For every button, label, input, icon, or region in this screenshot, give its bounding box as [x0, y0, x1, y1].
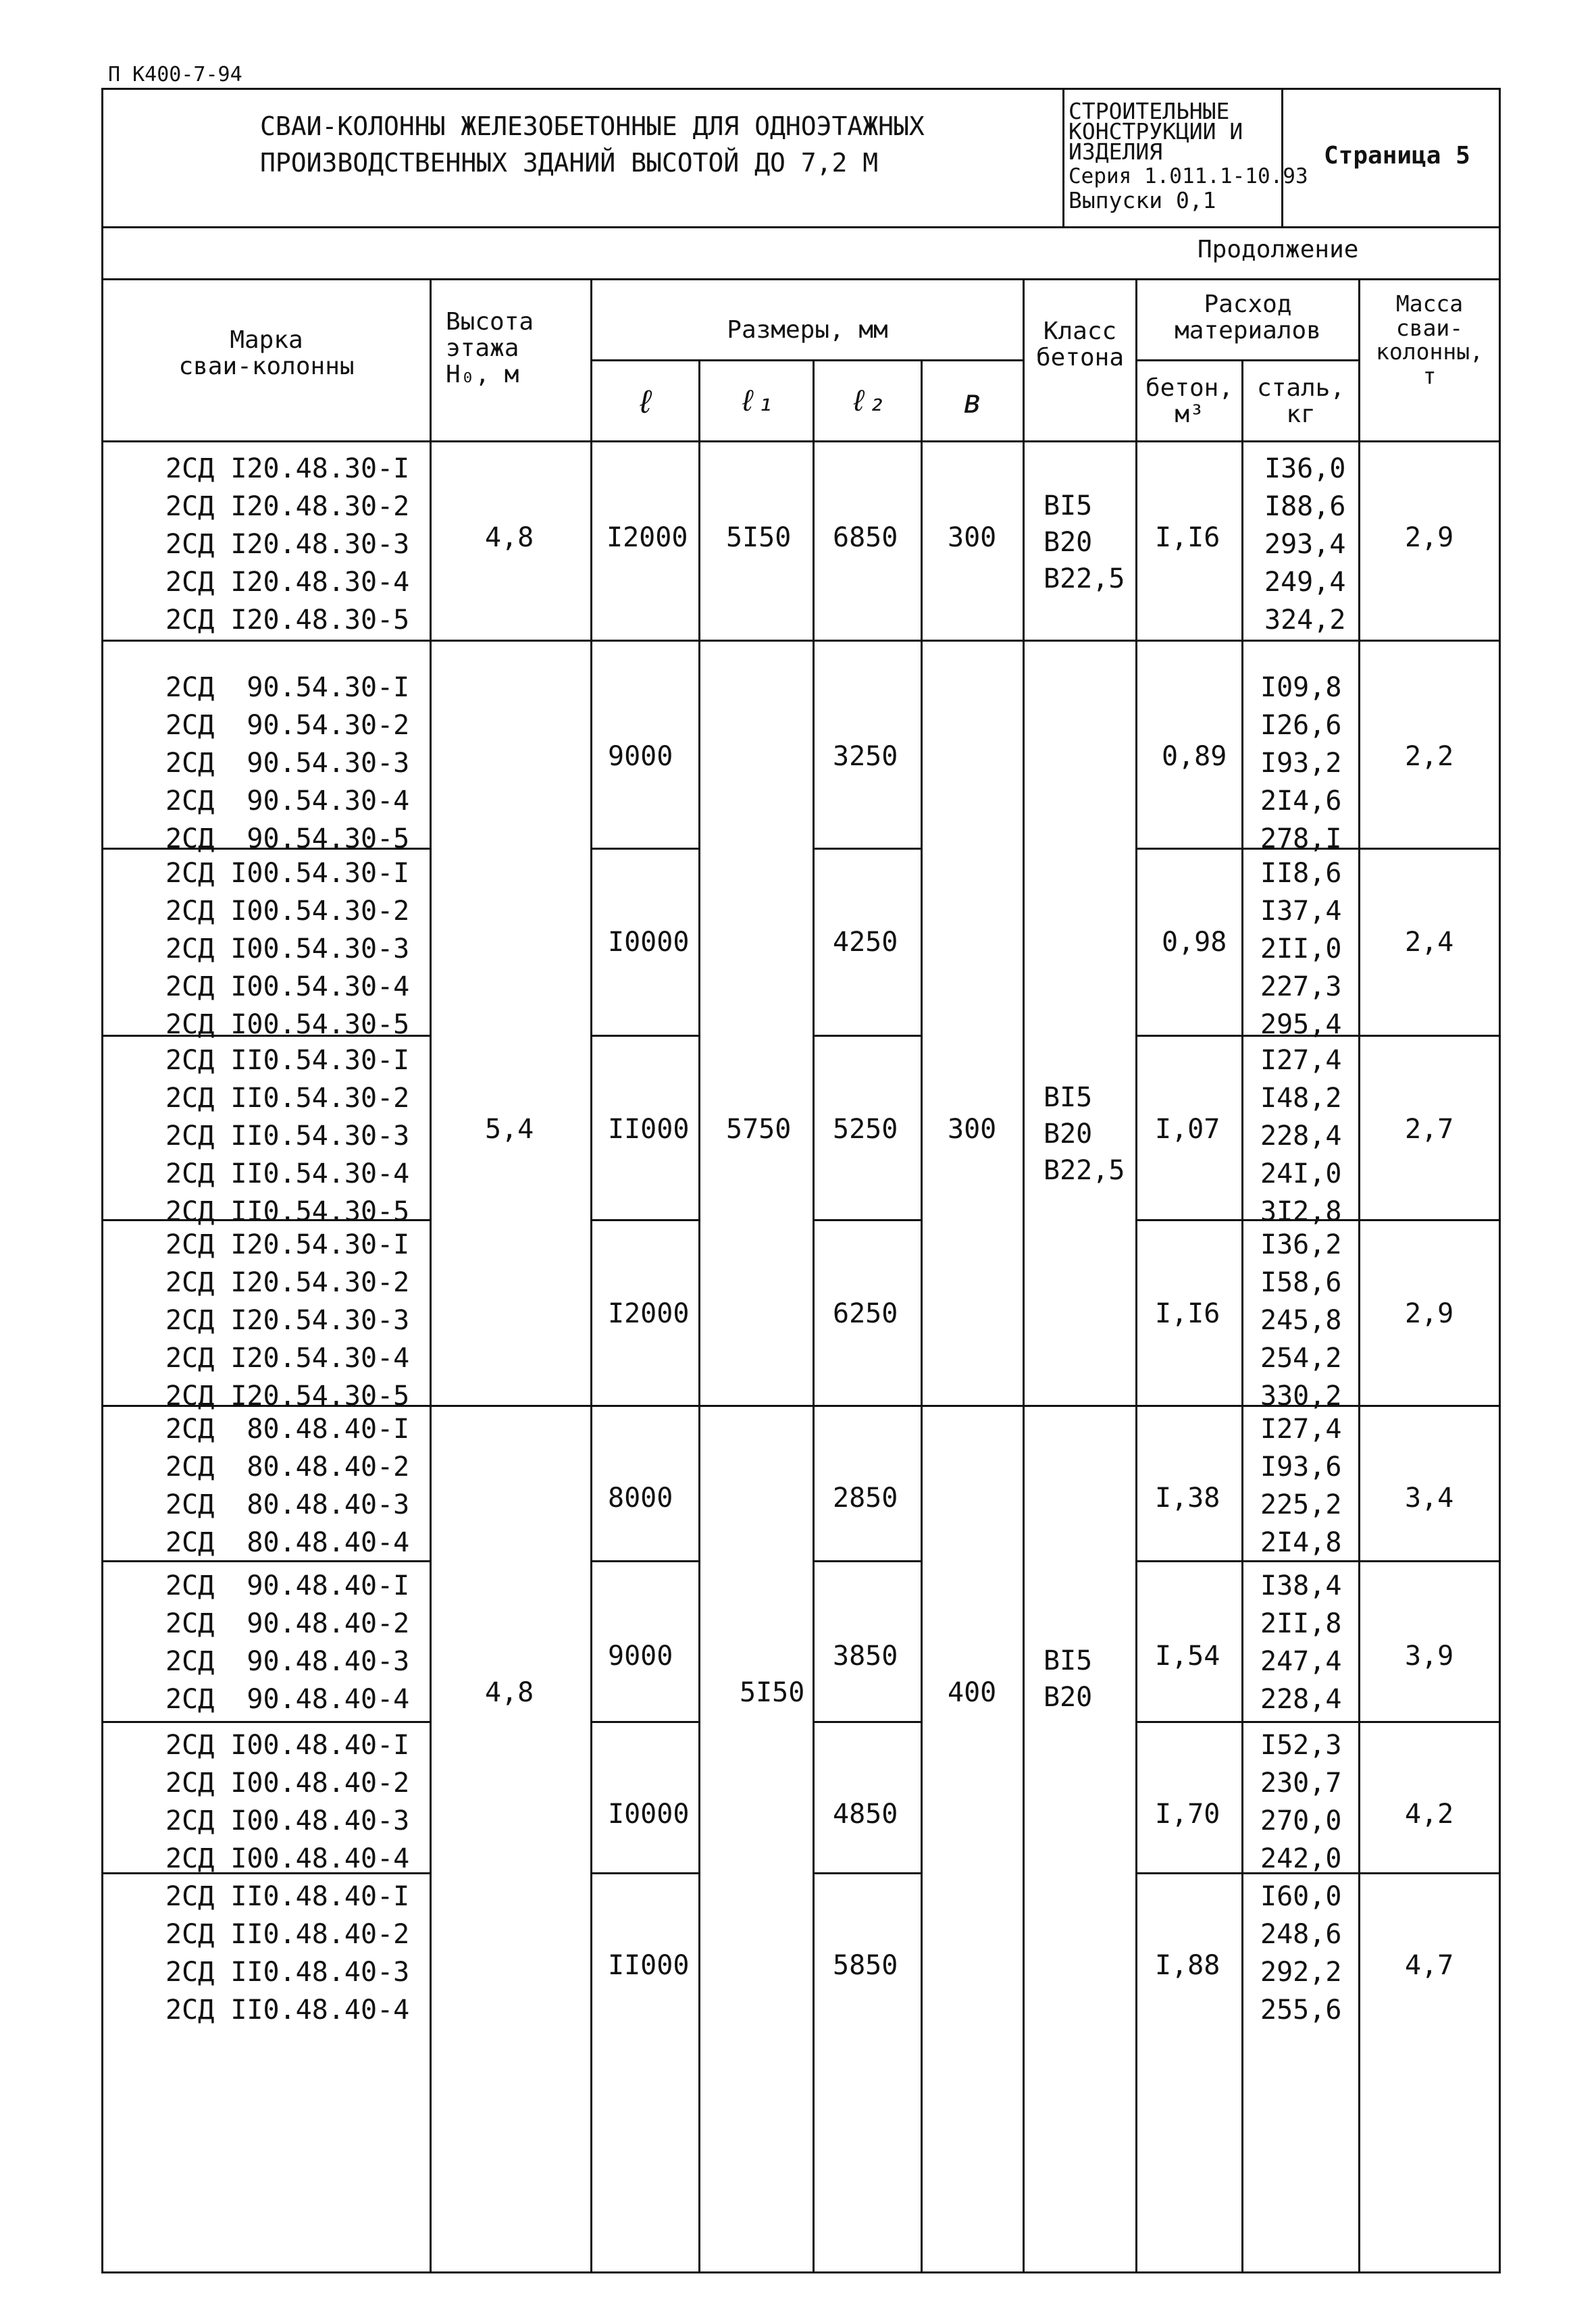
- marks-list: 2СД I20.48.30-I 2СД I20.48.30-2 2СД I20.48.30-3 2СД I20.48.30-4 2СД I20.48.30-5: [165, 453, 410, 636]
- series-box-right: [1281, 88, 1283, 228]
- marks-list: 2СД 90.54.30-I 2СД 90.54.30-2 2СД 90.54.30-3 2СД 90.54.30-4 2СД 90.54.30-5: [165, 672, 410, 854]
- series-line5: Выпуски 0,1: [1069, 187, 1216, 213]
- header-consumption: Расход материалов: [1175, 290, 1321, 344]
- steel-list: II8,6 I37,4 2II,0 227,3 295,4: [1260, 858, 1342, 1040]
- length-l: II000: [608, 1114, 690, 1145]
- frame-left: [101, 88, 103, 2273]
- series-line1: СТРОИТЕЛЬНЫЕ: [1069, 98, 1230, 124]
- group-separator: [101, 640, 1501, 642]
- header-l1: ℓ₁: [738, 384, 775, 418]
- width-b: 300: [948, 522, 997, 553]
- group-separator: [813, 848, 923, 850]
- series-line3: ИЗДЕЛИЯ: [1069, 138, 1163, 165]
- header-bottom: [101, 440, 1501, 442]
- concrete-volume: I,38: [1155, 1483, 1220, 1514]
- col-line-5: [921, 359, 923, 2273]
- length-l1: 5I50: [726, 522, 792, 553]
- header-mass: Масса сваи- колонны, т: [1376, 290, 1483, 389]
- length-l: I2000: [608, 1298, 690, 1329]
- marks-list: 2СД II0.48.40-I 2СД II0.48.40-2 2СД II0.48.40-3 2СД II0.48.40-4: [165, 1881, 410, 2026]
- steel-list: I27,4 I93,6 225,2 2I4,8: [1260, 1414, 1342, 1558]
- series-line4: Серия 1.011.1-10.93: [1069, 164, 1308, 188]
- doc-title-line2: ПРОИЗВОДСТВЕННЫХ ЗДАНИЙ ВЫСОТОЙ ДО 7,2 М: [260, 148, 879, 178]
- pile-mass: 2,7: [1405, 1114, 1454, 1145]
- steel-list: I09,8 I26,6 I93,2 2I4,6 278,I: [1260, 672, 1342, 854]
- length-l2: 5250: [833, 1114, 898, 1145]
- marks-list: 2СД II0.54.30-I 2СД II0.54.30-2 2СД II0.54.30-3 2СД II0.54.30-4 2СД II0.54.30-5: [165, 1045, 410, 1227]
- header-l: ℓ: [636, 383, 655, 421]
- concrete-class-list: BI5 B20 B22,5: [1044, 1082, 1125, 1186]
- header-dimensions: Размеры, мм: [727, 316, 888, 344]
- concrete-class-list: BI5 B20 B22,5: [1044, 490, 1125, 594]
- pile-mass: 3,9: [1405, 1641, 1454, 1672]
- pile-mass: 2,9: [1405, 522, 1454, 553]
- width-b: 400: [948, 1677, 997, 1708]
- header-divider: [101, 226, 1501, 228]
- length-l2: 2850: [833, 1483, 898, 1514]
- series-line2: КОНСТРУКЦИИ И: [1069, 118, 1243, 145]
- length-l1: 5750: [726, 1114, 792, 1145]
- marks-list: 2СД 90.48.40-I 2СД 90.48.40-2 2СД 90.48.40-3 2СД 90.48.40-4: [165, 1570, 410, 1715]
- col-line-6: [1023, 278, 1025, 2273]
- group-separator: [813, 1219, 923, 1221]
- length-l2: 3250: [833, 741, 898, 772]
- frame-bottom: [101, 2271, 1501, 2273]
- pile-mass: 4,7: [1405, 1950, 1454, 1981]
- steel-list: I60,0 248,6 292,2 255,6: [1260, 1881, 1342, 2026]
- table-top: [101, 278, 1501, 280]
- header-height: Высота этажа Н₀, м: [446, 308, 534, 388]
- header-sub-line-materials: [1135, 359, 1358, 361]
- doc-title-line1: СВАИ-КОЛОННЫ ЖЕЛЕЗОБЕТОННЫЕ ДЛЯ ОДНОЭТАЖНЫХ: [260, 111, 925, 141]
- steel-list: I52,3 230,7 270,0 242,0: [1260, 1730, 1342, 1874]
- steel-list: I27,4 I48,2 228,4 24I,0 3I2,8: [1260, 1045, 1342, 1227]
- concrete-volume: I,54: [1155, 1641, 1220, 1672]
- length-l2: 6250: [833, 1298, 898, 1329]
- pile-mass: 2,9: [1405, 1298, 1454, 1329]
- col-line-8: [1241, 359, 1243, 2273]
- group-separator: [101, 1721, 432, 1723]
- series-box-left: [1062, 88, 1064, 228]
- concrete-class-list: BI5 B20: [1044, 1645, 1093, 1713]
- length-l2: 5850: [833, 1950, 898, 1981]
- floor-height: 5,4: [485, 1114, 534, 1145]
- group-separator: [813, 1035, 923, 1037]
- concrete-volume: I,I6: [1155, 1298, 1220, 1329]
- group-separator: [590, 1721, 700, 1723]
- group-separator: [1135, 1721, 1501, 1723]
- header-mark: Марка сваи-колонны: [178, 326, 355, 380]
- concrete-volume: I,88: [1155, 1950, 1220, 1981]
- pile-mass: 4,2: [1405, 1799, 1454, 1830]
- length-l1: 5I50: [740, 1677, 805, 1708]
- col-line-9: [1358, 278, 1360, 2273]
- length-l2: 4250: [833, 927, 898, 958]
- header-concrete-volume: бетон, м³: [1145, 374, 1234, 428]
- length-l: 8000: [608, 1483, 673, 1514]
- steel-list: I38,4 2II,8 247,4 228,4: [1260, 1570, 1342, 1715]
- col-line-3: [698, 359, 700, 2273]
- steel-list: I36,2 I58,6 245,8 254,2 330,2: [1260, 1229, 1342, 1412]
- col-line-2: [590, 278, 592, 2273]
- frame-right: [1499, 88, 1501, 2273]
- marks-list: 2СД I20.54.30-I 2СД I20.54.30-2 2СД I20.54.30-3 2СД I20.54.30-4 2СД I20.54.30-5: [165, 1229, 410, 1412]
- col-line-1: [430, 278, 432, 2273]
- length-l: II000: [608, 1950, 690, 1981]
- length-l: I2000: [607, 522, 688, 553]
- group-separator: [813, 1872, 923, 1874]
- concrete-volume: 0,98: [1162, 927, 1227, 958]
- length-l: 9000: [608, 741, 673, 772]
- length-l: I0000: [608, 1799, 690, 1830]
- header-sub-line-dims: [590, 359, 1023, 361]
- length-l2: 3850: [833, 1641, 898, 1672]
- page-number-label: Страница 5: [1324, 142, 1470, 170]
- marks-list: 2СД I00.48.40-I 2СД I00.48.40-2 2СД I00.48.40-3 2СД I00.48.40-4: [165, 1730, 410, 1874]
- document-code: П К400-7-94: [108, 63, 242, 86]
- group-separator: [813, 1721, 923, 1723]
- pile-mass: 2,2: [1405, 741, 1454, 772]
- floor-height: 4,8: [485, 522, 534, 553]
- group-separator: [813, 1560, 923, 1562]
- length-l2: 6850: [833, 522, 898, 553]
- col-line-7: [1135, 278, 1137, 2273]
- floor-height: 4,8: [485, 1677, 534, 1708]
- header-steel: сталь, кг: [1256, 374, 1345, 428]
- marks-list: 2СД 80.48.40-I 2СД 80.48.40-2 2СД 80.48.40-3 2СД 80.48.40-4: [165, 1414, 410, 1558]
- marks-list: 2СД I00.54.30-I 2СД I00.54.30-2 2СД I00.54.30-3 2СД I00.54.30-4 2СД I00.54.30-5: [165, 858, 410, 1040]
- group-separator: [590, 1872, 700, 1874]
- concrete-volume: I,07: [1155, 1114, 1220, 1145]
- frame-top: [101, 88, 1501, 90]
- concrete-volume: I,I6: [1155, 522, 1220, 553]
- col-line-4: [813, 359, 815, 2273]
- concrete-volume: 0,89: [1162, 741, 1227, 772]
- width-b: 300: [948, 1114, 997, 1145]
- continuation-label: Продолжение: [1198, 236, 1359, 263]
- group-separator: [590, 1035, 700, 1037]
- length-l: I0000: [608, 927, 690, 958]
- header-b: в: [962, 383, 983, 421]
- concrete-volume: I,70: [1155, 1799, 1220, 1830]
- header-l2: ℓ₂: [850, 384, 885, 418]
- header-concrete-class: Класс бетона: [1035, 317, 1125, 371]
- group-separator: [590, 1219, 700, 1221]
- pile-mass: 2,4: [1405, 927, 1454, 958]
- group-separator: [590, 848, 700, 850]
- length-l2: 4850: [833, 1799, 898, 1830]
- length-l: 9000: [608, 1641, 673, 1672]
- pile-mass: 3,4: [1405, 1483, 1454, 1514]
- steel-list: I36,0 I88,6 293,4 249,4 324,2: [1264, 453, 1346, 636]
- group-separator: [590, 1560, 700, 1562]
